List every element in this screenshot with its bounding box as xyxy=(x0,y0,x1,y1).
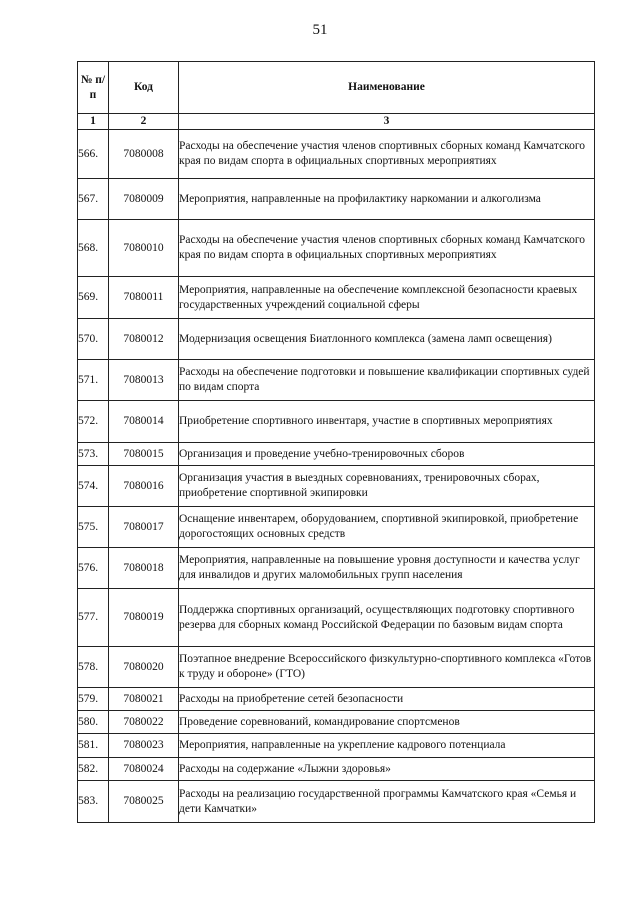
row-code: 7080014 xyxy=(109,401,179,443)
header-name: Наименование xyxy=(179,62,595,114)
table-header xyxy=(78,62,595,130)
classifier-table xyxy=(77,61,595,823)
row-num: 580. xyxy=(78,711,109,734)
table-row xyxy=(78,647,595,688)
row-num: 582. xyxy=(78,758,109,781)
row-num: 566. xyxy=(78,130,109,179)
header-num: № п/п xyxy=(78,62,109,114)
table-row xyxy=(78,277,595,319)
table-row xyxy=(78,443,595,466)
row-num: 583. xyxy=(78,781,109,823)
table-row xyxy=(78,360,595,401)
table-row xyxy=(78,220,595,277)
row-num: 569. xyxy=(78,277,109,319)
row-code: 7080013 xyxy=(109,360,179,401)
row-num: 567. xyxy=(78,179,109,220)
row-name: Расходы на реализацию государственной программы Камчатского края «Семья и дети Камчатки» xyxy=(179,781,595,823)
row-name: Организация и проведение учебно-тренировочных сборов xyxy=(179,443,595,466)
table-body xyxy=(78,130,595,823)
index-num: 1 xyxy=(78,114,109,130)
row-num: 576. xyxy=(78,548,109,589)
row-code: 7080024 xyxy=(109,758,179,781)
header-code: Код xyxy=(109,62,179,114)
row-code: 7080016 xyxy=(109,466,179,507)
row-name: Проведение соревнований, командирование спортсменов xyxy=(179,711,595,734)
table-row xyxy=(78,507,595,548)
row-num: 578. xyxy=(78,647,109,688)
row-code: 7080025 xyxy=(109,781,179,823)
row-name: Мероприятия, направленные на повышение уровня доступности и качества услуг для инвалидов и других маломобильных групп населения xyxy=(179,548,595,589)
row-name: Расходы на обеспечение участия членов спортивных сборных команд Камчатского края по видам спорта в официальных спортивных мероприятиях xyxy=(179,220,595,277)
page-number: 51 xyxy=(312,22,328,38)
row-name: Приобретение спортивного инвентаря, участие в спортивных мероприятиях xyxy=(179,401,595,443)
row-code: 7080010 xyxy=(109,220,179,277)
row-code: 7080017 xyxy=(109,507,179,548)
row-code: 7080020 xyxy=(109,647,179,688)
row-num: 575. xyxy=(78,507,109,548)
row-code: 7080008 xyxy=(109,130,179,179)
row-name: Мероприятия, направленные на укрепление кадрового потенциала xyxy=(179,734,595,758)
row-name: Мероприятия, направленные на профилактику наркомании и алкоголизма xyxy=(179,179,595,220)
table-row xyxy=(78,466,595,507)
row-code: 7080009 xyxy=(109,179,179,220)
table-row xyxy=(78,781,595,823)
table-row xyxy=(78,734,595,758)
table-row xyxy=(78,179,595,220)
row-code: 7080012 xyxy=(109,319,179,360)
row-name: Поддержка спортивных организаций, осуществляющих подготовку спортивного резерва для сборных команд Российской Федерации по базовым видам спорта xyxy=(179,589,595,647)
table-row xyxy=(78,401,595,443)
row-code: 7080015 xyxy=(109,443,179,466)
table-row xyxy=(78,589,595,647)
row-name: Расходы на обеспечение подготовки и повышение квалификации спортивных судей по видам спорта xyxy=(179,360,595,401)
row-num: 571. xyxy=(78,360,109,401)
table-row xyxy=(78,758,595,781)
row-num: 573. xyxy=(78,443,109,466)
row-name: Расходы на приобретение сетей безопасности xyxy=(179,688,595,711)
row-name: Расходы на содержание «Лыжни здоровья» xyxy=(179,758,595,781)
index-code: 2 xyxy=(109,114,179,130)
row-code: 7080023 xyxy=(109,734,179,758)
row-code: 7080021 xyxy=(109,688,179,711)
row-num: 568. xyxy=(78,220,109,277)
index-name: 3 xyxy=(179,114,595,130)
row-num: 570. xyxy=(78,319,109,360)
row-code: 7080022 xyxy=(109,711,179,734)
row-name: Модернизация освещения Биатлонного комплекса (замена ламп освещения) xyxy=(179,319,595,360)
row-name: Оснащение инвентарем, оборудованием, спортивной экипировкой, приобретение дорогостоящих основных средств xyxy=(179,507,595,548)
table-row xyxy=(78,548,595,589)
row-code: 7080019 xyxy=(109,589,179,647)
row-name: Мероприятия, направленные на обеспечение комплексной безопасности краевых государственных учреждений социальной сферы xyxy=(179,277,595,319)
table-row xyxy=(78,319,595,360)
row-name: Организация участия в выездных соревнованиях, тренировочных сборах, приобретение спортивной экипировки xyxy=(179,466,595,507)
row-code: 7080011 xyxy=(109,277,179,319)
table-row xyxy=(78,688,595,711)
row-num: 572. xyxy=(78,401,109,443)
row-num: 581. xyxy=(78,734,109,758)
table-row xyxy=(78,130,595,179)
table-row xyxy=(78,711,595,734)
row-num: 577. xyxy=(78,589,109,647)
row-name: Поэтапное внедрение Всероссийского физкультурно-спортивного комплекса «Готов к труду и обороне» (ГТО) xyxy=(179,647,595,688)
row-num: 579. xyxy=(78,688,109,711)
row-num: 574. xyxy=(78,466,109,507)
row-code: 7080018 xyxy=(109,548,179,589)
row-name: Расходы на обеспечение участия членов спортивных сборных команд Камчатского края по видам спорта в официальных спортивных мероприятиях xyxy=(179,130,595,179)
